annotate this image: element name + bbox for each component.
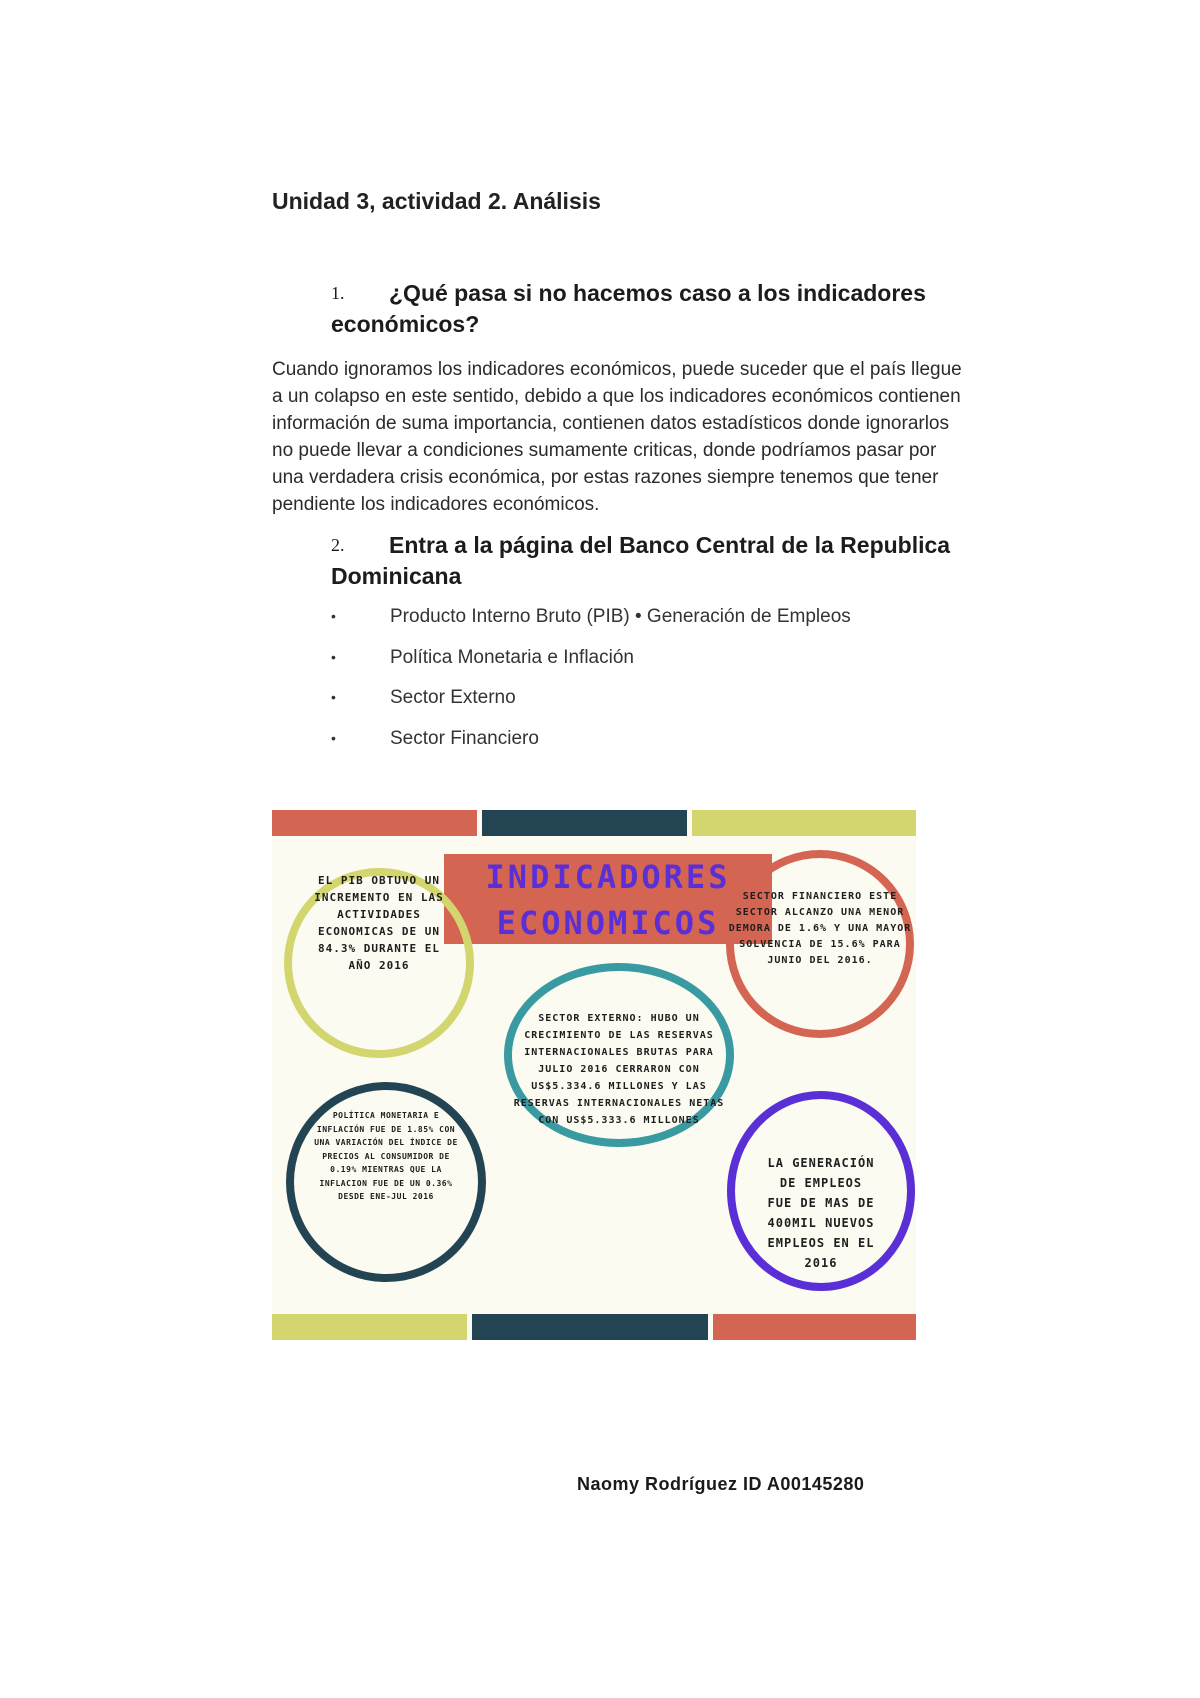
infographic-title-box [444, 854, 772, 944]
list-item-label: Producto Interno Bruto (PIB) • Generación de Empleos [390, 606, 851, 627]
politica-text: POLÍTICA MONETARIA E INFLACIÓN FUE DE 1.85% CON UNA VARIACIÓN DEL ÍNDICE DE PRECIOS AL CONSUMIDOR DE 0.19% MIENTRAS QUE LA INFLACION FUE DE UN 0.36% DESDE ENE-JUL 2016 [314, 1111, 458, 1201]
list-item-label: Sector Externo [390, 687, 516, 708]
page-title: Unidad 3, actividad 2. Análisis [272, 188, 601, 214]
bottom-bar-coral [713, 1314, 916, 1340]
bullet-icon: • [331, 648, 336, 665]
pib-text: EL PIB OBTUVO UN INCREMENTO EN LAS ACTIVIDADES ECONOMICAS DE UN 84.3% DURANTE EL AÑO 2016 [314, 874, 444, 972]
bottom-bar-lime [272, 1314, 467, 1340]
empleos-text: LA GENERACIÓN DE EMPLEOS FUE DE MAS DE 400MIL NUEVOS EMPLEOS EN EL 2016 [767, 1156, 875, 1270]
financiero-text: SECTOR FINANCIERO ESTE SECTOR ALCANZO UNA MENOR DEMORA DE 1.6% Y UNA MAYOR SOLVENCIA DE 15.6% PARA JUNIO DEL 2016. [728, 891, 912, 966]
top-bar-navy [482, 810, 687, 836]
answer-1-paragraph: Cuando ignoramos los indicadores económicos, puede suceder que el país llegue a un colapso en este sentido, debido a que los indicadores económicos contienen información de suma importancia, contienen datos estadísticos donde ignorarlos no puede llevar a condiciones sumamente criticas, donde podríamos pasar por una verdadera crisis económica, por estas razones siempre tenemos que tener pendiente los indicadores económicos. [272, 359, 962, 515]
list-item-label: Política Monetaria e Inflación [390, 646, 634, 668]
infographic-title-line2: ECONOMICOS [496, 904, 720, 942]
top-bar-coral [272, 810, 477, 836]
bullet-icon: • [331, 729, 336, 746]
question-1-number: 1. [331, 283, 345, 303]
externo-text: SECTOR EXTERNO: HUBO UN CRECIMIENTO DE LAS RESERVAS INTERNACIONALES BRUTAS PARA JULIO 2016 CERRARON CON US$5.334.6 MILLONES Y LAS RESERVAS INTERNACIONALES NETAS CON US$5.333.6 MILLONES [513, 1013, 725, 1126]
bullet-icon: • [331, 608, 336, 624]
top-bar-lime [692, 810, 916, 836]
infographic [272, 810, 916, 1340]
question-2-text: Entra a la página del Banco Central de la Republica Dominicana [331, 532, 951, 589]
question-1-text: ¿Qué pasa si no hacemos caso a los indicadores económicos? [331, 280, 926, 337]
bottom-bar-navy [472, 1314, 708, 1340]
infographic-title-line1: INDICADORES [485, 858, 731, 896]
list-item-label: Sector Financiero [390, 727, 539, 749]
question-2 [331, 530, 971, 592]
question-1 [331, 278, 971, 340]
question-2-number: 2. [331, 535, 345, 555]
bullet-icon: • [331, 689, 336, 705]
author-signature: Naomy Rodríguez ID A00145280 [577, 1474, 865, 1494]
